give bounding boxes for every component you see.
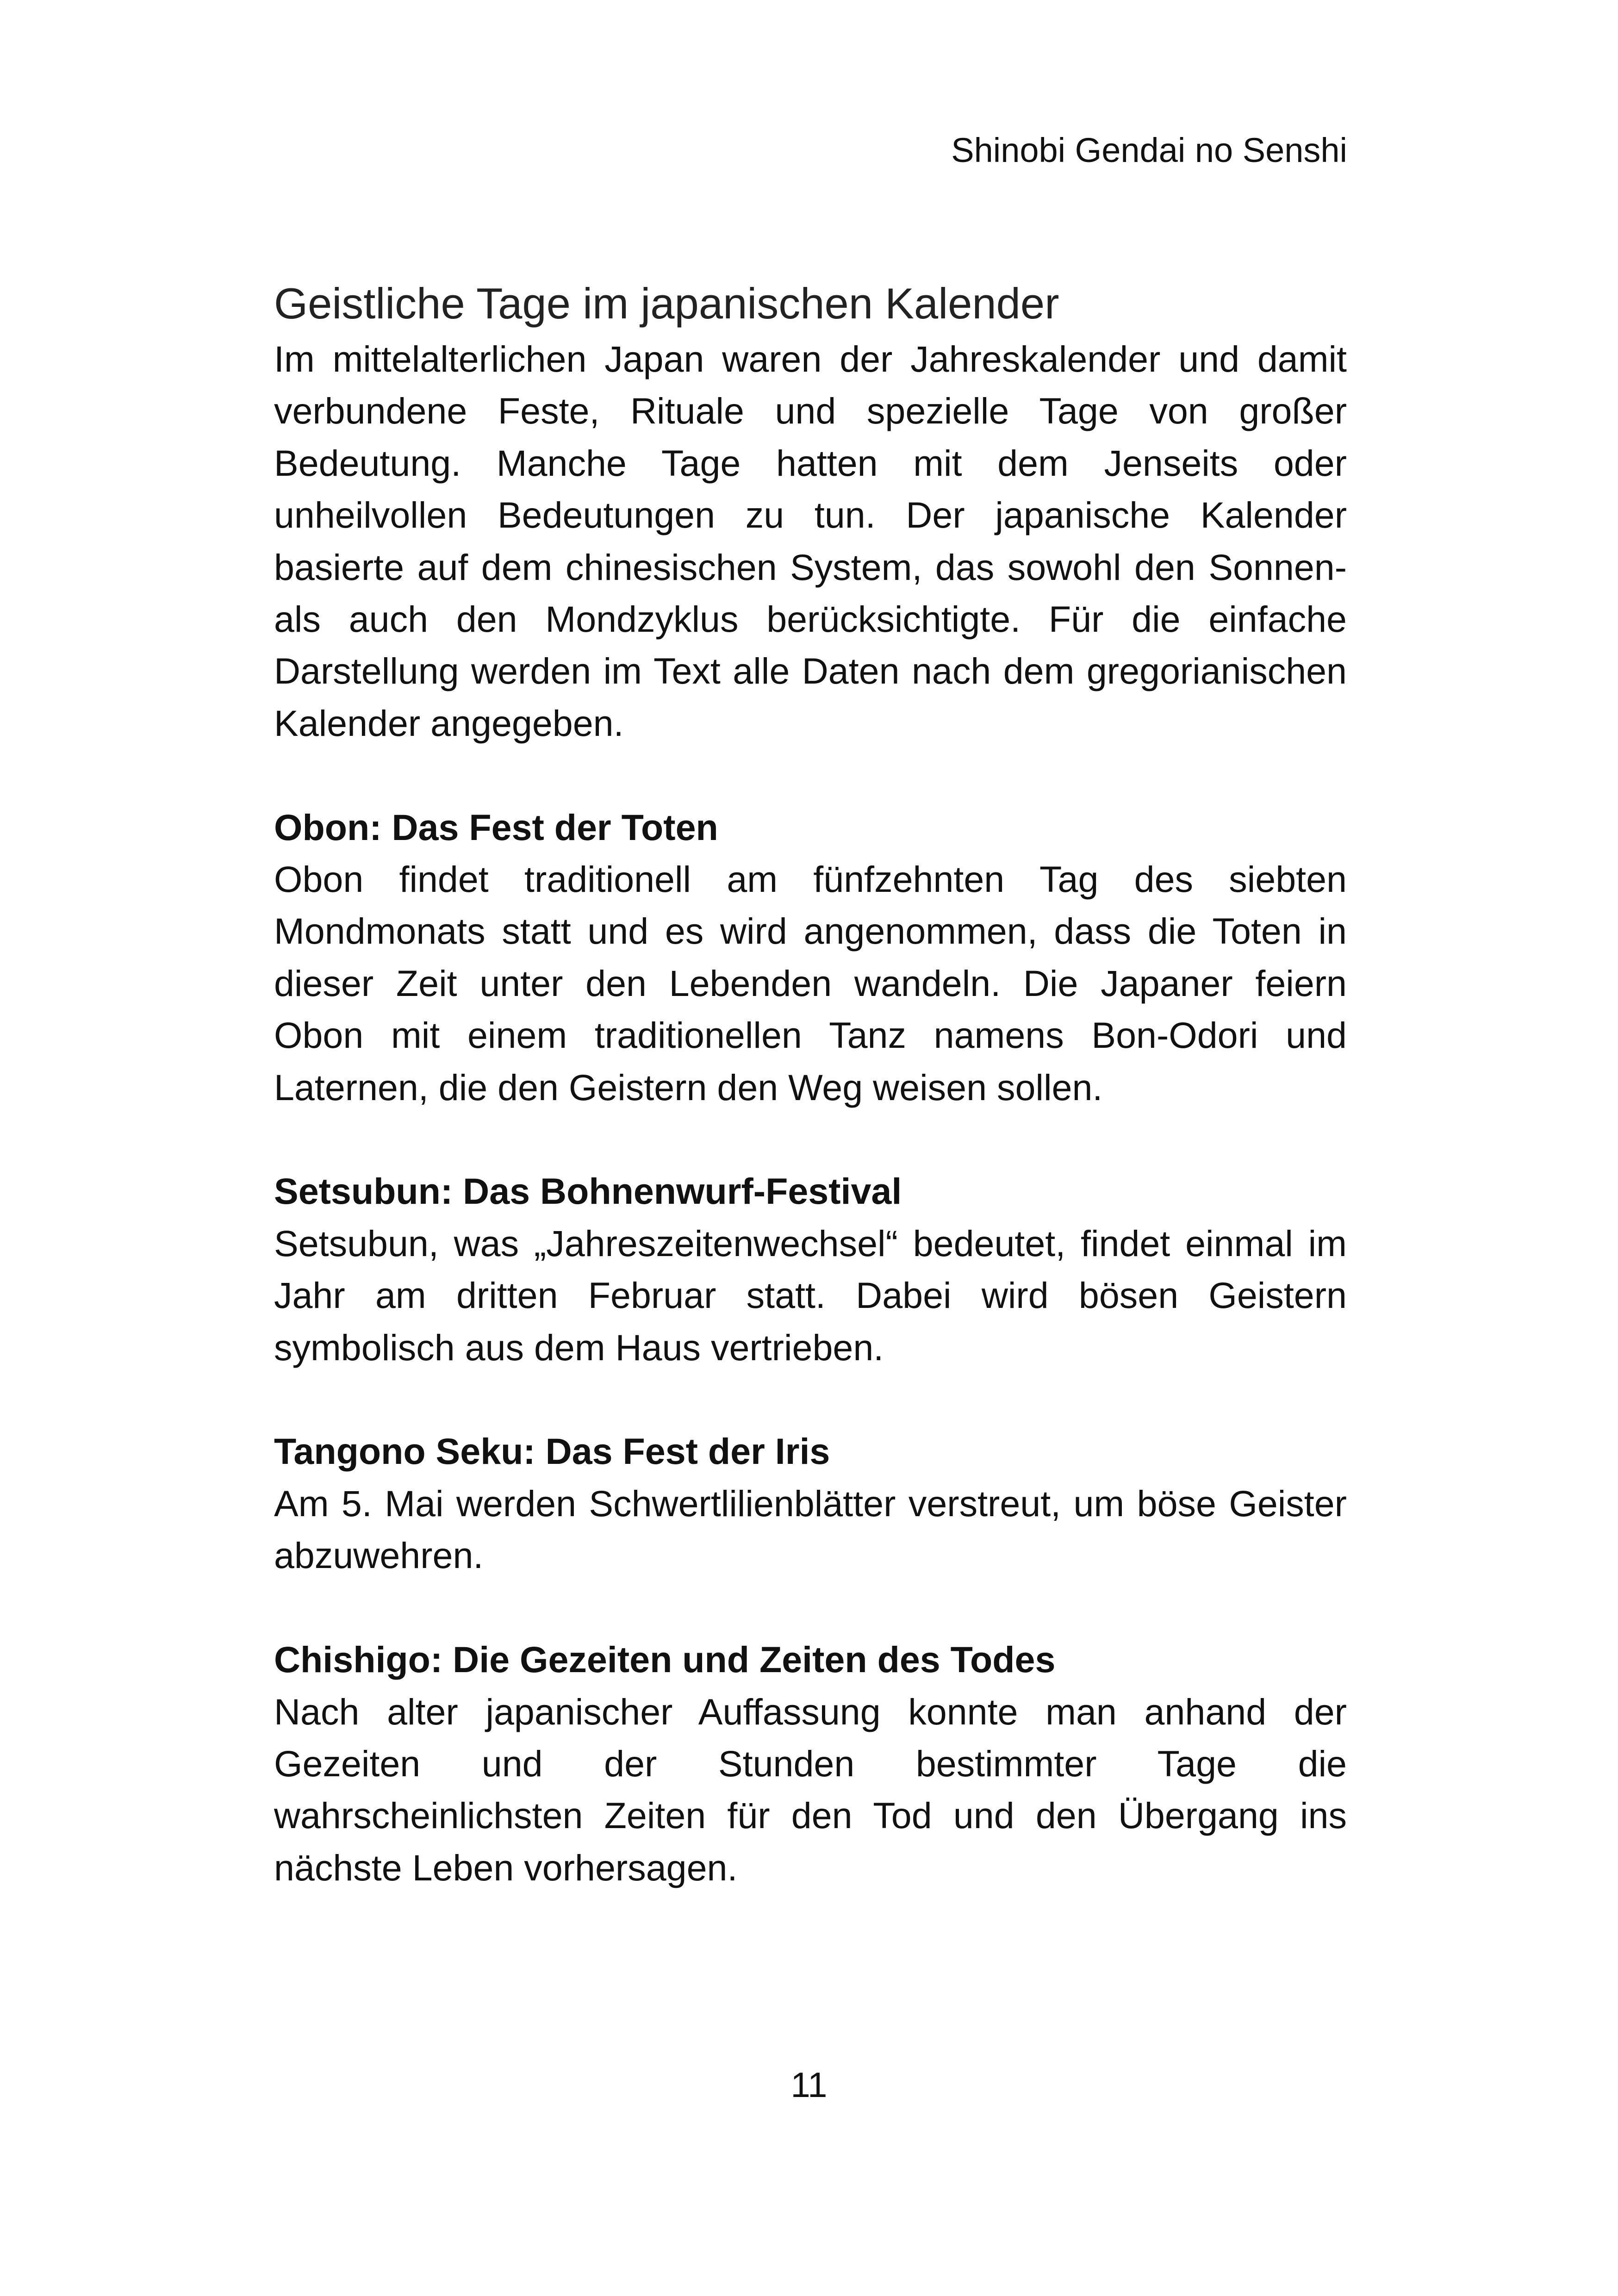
section-heading-obon: Obon: Das Fest der Toten — [274, 806, 718, 848]
section-heading-tangono-seku: Tangono Seku: Das Fest der Iris — [274, 1431, 830, 1472]
section-spacer — [274, 749, 1347, 801]
section-body-setsubun: Setsubun, was „Jahreszeitenwechsel“ bedeutet, findet einmal im Jahr am dritten Februar statt. Dabei wird bösen Geistern symbolisch aus dem Haus vertrieben. — [274, 1222, 1347, 1368]
section-heading-setsubun: Setsubun: Das Bohnenwurf-Festival — [274, 1170, 902, 1212]
section-body-tangono-seku: Am 5. Mai werden Schwertlilienblätter verstreut, um böse Geister abzuwehren. — [274, 1482, 1347, 1576]
page-content — [274, 274, 1347, 1894]
chapter-title: Geistliche Tage im japanischen Kalender — [274, 279, 1059, 328]
section-spacer — [274, 1582, 1347, 1634]
section-body-obon: Obon findet traditionell am fünfzehnten Tag des siebten Mondmonats statt und es wird angenommen, dass die Toten in dieser Zeit unter den Lebenden wandeln. Die Japaner feiern Obon mit einem traditionellen Tanz namens Bon-Odori und Laternen, die den Geistern den Weg weisen sollen. — [274, 859, 1347, 1108]
section-body-chishigo: Nach alter japanischer Auffassung konnte man anhand der Gezeiten und der Stunden bestimmter Tage die wahrscheinlichsten Zeiten für den Tod und den Übergang ins nächste Leben vorhersagen. — [274, 1691, 1347, 1888]
section-spacer — [274, 1114, 1347, 1165]
running-header: Shinobi Gendai no Senshi — [951, 131, 1347, 169]
section-spacer — [274, 1374, 1347, 1425]
page-number: 11 — [790, 2066, 828, 2105]
section-heading-chishigo: Chishigo: Die Gezeiten und Zeiten des Todes — [274, 1639, 1056, 1680]
chapter-intro-paragraph: Im mittelalterlichen Japan waren der Jahreskalender und damit verbundene Feste, Rituale und spezielle Tage von großer Bedeutung. Manche Tage hatten mit dem Jenseits oder unheilvollen Bedeutungen zu tun. Der japanische Kalender basierte auf dem chinesischen System, das sowohl den Sonnen- als auch den Mondzyklus berücksichtigte. Für die einfache Darstellung werden im Text alle Daten nach dem gregorianischen Kalender angegeben. — [274, 338, 1347, 744]
